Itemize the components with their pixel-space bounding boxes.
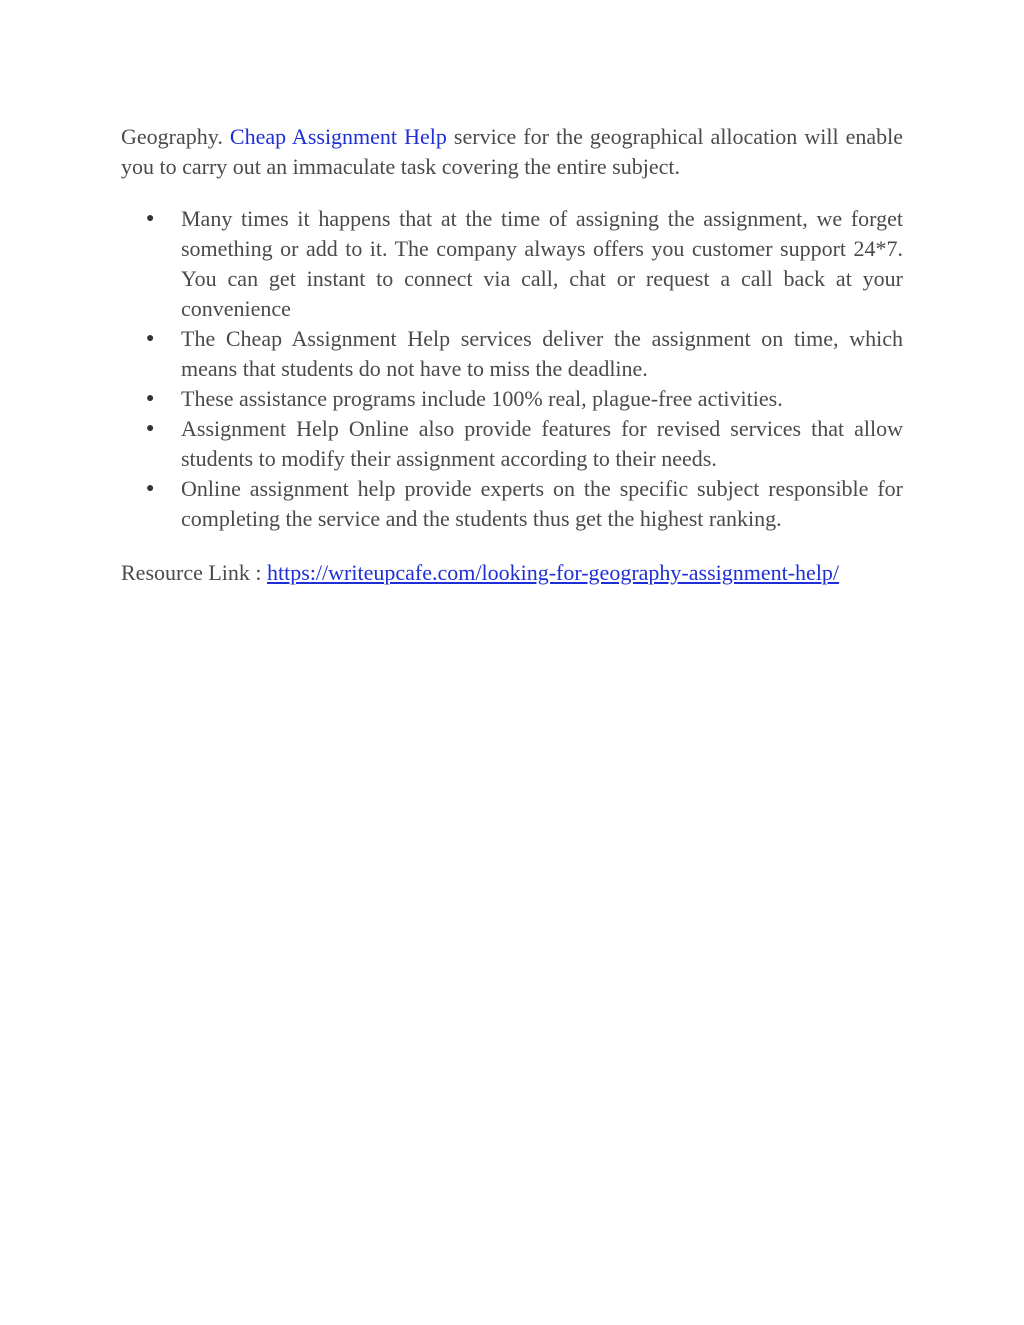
intro-rest: service for the geographical allocation will enable you to carry out an immaculate task covering the entire subject. — [121, 124, 904, 179]
intro-lead: Geography. — [121, 124, 223, 149]
list-item — [121, 474, 903, 534]
document-page — [121, 122, 903, 610]
bullet-list — [121, 204, 903, 534]
resource-paragraph — [121, 558, 903, 588]
list-item-text: Assignment Help Online also provide features for revised services that allow students to modify their assignment according to their needs. — [181, 416, 903, 471]
bullet-icon: ● — [146, 391, 155, 406]
bullet-icon: ● — [146, 331, 155, 346]
list-item-text: Many times it happens that at the time of assigning the assignment, we forget something or add to it. The company always offers you customer support 24*7. You can get instant to connect via call, chat or request a call back at your convenience — [181, 206, 903, 321]
list-item — [121, 414, 903, 474]
list-item — [121, 204, 903, 324]
list-item-text: Online assignment help provide experts on the specific subject responsible for completing the service and the students thus get the highest ranking. — [181, 476, 903, 531]
resource-label: Resource Link : — [121, 560, 262, 585]
bullet-icon: ● — [146, 421, 155, 436]
bullet-icon: ● — [146, 211, 155, 226]
list-item — [121, 384, 903, 414]
cheap-assignment-help-link[interactable]: Cheap Assignment Help — [229, 124, 447, 149]
intro-paragraph — [121, 122, 903, 182]
list-item-text: The Cheap Assignment Help services deliver the assignment on time, which means that students do not have to miss the deadline. — [181, 326, 903, 381]
list-item — [121, 324, 903, 384]
list-item-text: These assistance programs include 100% real, plague-free activities. — [181, 386, 783, 411]
resource-url-link[interactable]: https://writeupcafe.com/looking-for-geography-assignment-help/ — [267, 560, 840, 585]
bullet-icon: ● — [146, 481, 155, 496]
